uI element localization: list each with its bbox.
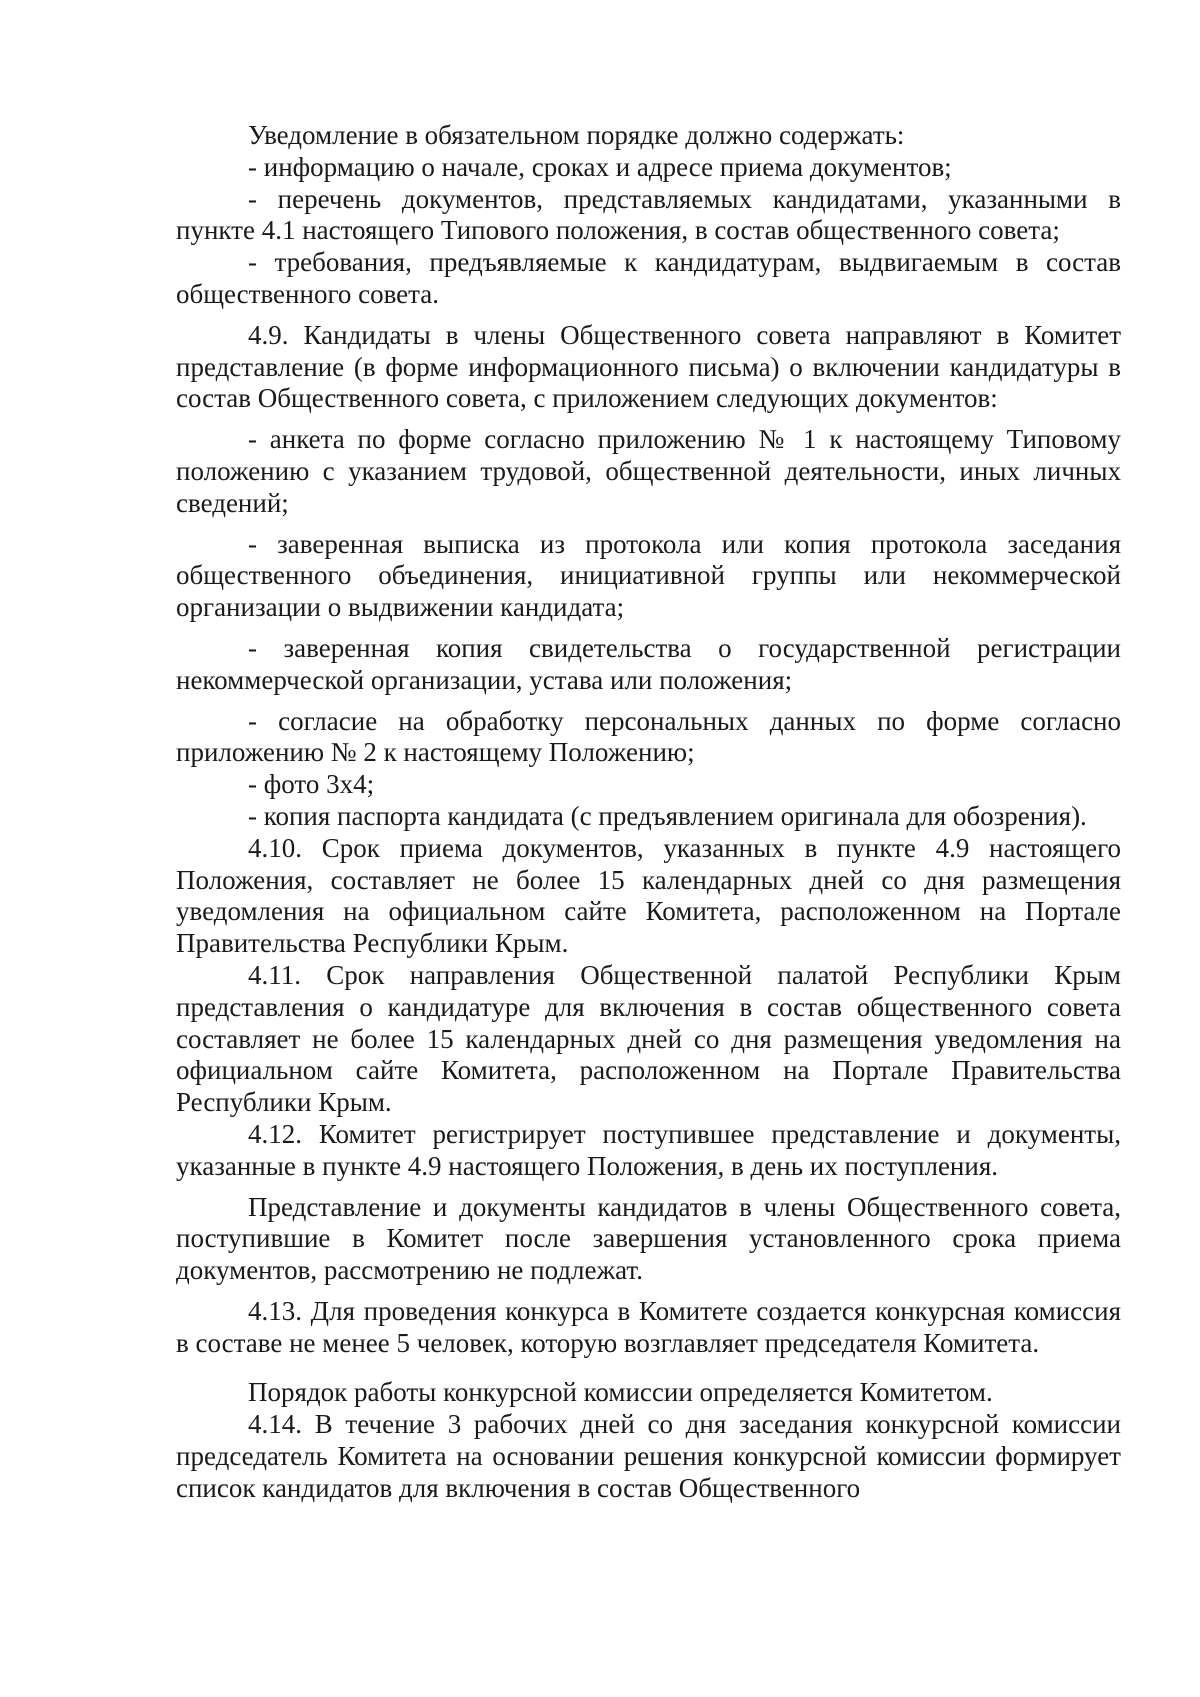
notice-intro: Уведомление в обязательном порядке должно содержать: (248, 120, 905, 150)
doc-item-registration-copy: - заверенная копия свидетельства о государственной регистрации некоммерческой организации, устава или положения; (176, 632, 1121, 695)
document-body (176, 120, 1121, 1505)
clause-4-9: 4.9. Кандидаты в члены Общественного совета направляют в Комитет представление (в форме информационного письма) о включении кандидатуры в состав Общественного совета, с приложением следующих документов: (176, 319, 1121, 414)
clause-4-12: 4.12. Комитет регистрирует поступившее представление и документы, указанные в пункте 4.9 настоящего Положения, в день их поступления. (176, 1118, 1121, 1181)
doc-item-photo: - фото 3х4; (248, 769, 375, 800)
notice-item-requirements: - требования, предъявляемые к кандидатурам, выдвигаемым в состав общественного совета. (176, 247, 1121, 309)
doc-item-protocol: - заверенная выписка из протокола или копия протокола заседания общественного объединения, инициативной группы или некоммерческой организации о выдвижении кандидата; (176, 528, 1121, 623)
doc-item-consent: - согласие на обработку персональных данных по форме согласно приложению № 2 к настоящему Положению; (176, 705, 1121, 768)
clause-4-13-note: Порядок работы конкурсной комиссии определяется Комитетом. (248, 1377, 993, 1408)
notice-item-doc-list: - перечень документов, представляемых кандидатами, указанными в пункте 4.1 настоящего Типового положения, в состав общественного совета; (176, 183, 1121, 246)
clause-4-13: 4.13. Для проведения конкурса в Комитете создается конкурсная комиссия в составе не менее 5 человек, которую возглавляет председателя Комитета. (176, 1295, 1121, 1358)
doc-item-passport: - копия паспорта кандидата (с предъявлением оригинала для обозрения). (248, 800, 1087, 831)
doc-item-questionnaire: - анкета по форме согласно приложению № 1 к настоящему Типовому положению с указанием трудовой, общественной деятельности, иных личных сведений; (176, 424, 1121, 518)
clause-4-12-note: Представление и документы кандидатов в члены Общественного совета, поступившие в Комитет после завершения установленного срока приема документов, рассмотрению не подлежат. (176, 1191, 1121, 1286)
notice-item-info: - информацию о начале, сроках и адресе приема документов; (248, 151, 952, 182)
clause-4-10: 4.10. Срок приема документов, указанных в пункте 4.9 настоящего Положения, составляет не более 15 календарных дней со дня размещения уведомления на официальном сайте Комитета, расположенном на Портале Правительства Республики Крым. (176, 832, 1121, 959)
clause-4-14: 4.14. В течение 3 рабочих дней со дня заседания конкурсной комиссии председатель Комитета на основании решения конкурсной комиссии формирует список кандидатов для включения в состав Общественного (176, 1409, 1121, 1503)
clause-4-11: 4.11. Срок направления Общественной палатой Республики Крым представления о кандидатуре для включения в состав общественного совета составляет не более 15 календарных дней со дня размещения уведомления на официальном сайте Комитета, расположенном на Портале Правительства Республики Крым. (176, 959, 1121, 1118)
